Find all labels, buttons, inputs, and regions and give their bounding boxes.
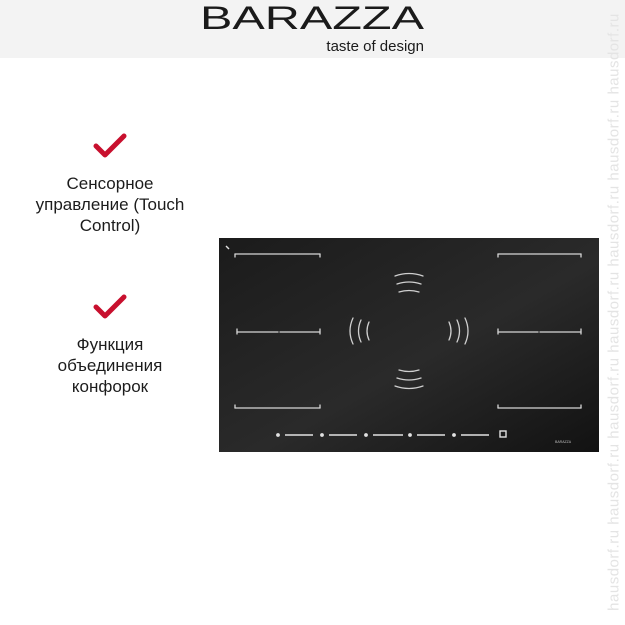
cooktop-brand-mark: BARAZZA [555, 440, 572, 444]
feature-text-line: конфорок [71, 377, 149, 396]
feature-text-line: Сенсорное [66, 174, 154, 193]
check-icon [93, 294, 127, 320]
feature-text [0, 173, 220, 236]
feature-text [0, 334, 220, 397]
feature-text-line: Control) [79, 216, 141, 235]
cooktop-glass [219, 238, 599, 452]
feature-text-line: управление (Touch [35, 195, 185, 214]
feature-text-line: Функция [76, 335, 144, 354]
brand-name: BARAZZA [200, 0, 425, 36]
cooktop-image [219, 238, 599, 452]
brand-logo [0, 0, 625, 58]
watermark-text: hausdorf.ru hausdorf.ru hausdorf.ru hausdorf.ru hausdorf.ru hausdorf.ru hausdorf.ru [605, 13, 623, 611]
watermark [603, 0, 625, 625]
feature-text-line: объединения [57, 356, 163, 375]
feature-touch-control [0, 133, 220, 236]
feature-zone-bridge [0, 294, 220, 397]
check-icon [93, 133, 127, 159]
brand-tagline: taste of design [326, 38, 424, 55]
